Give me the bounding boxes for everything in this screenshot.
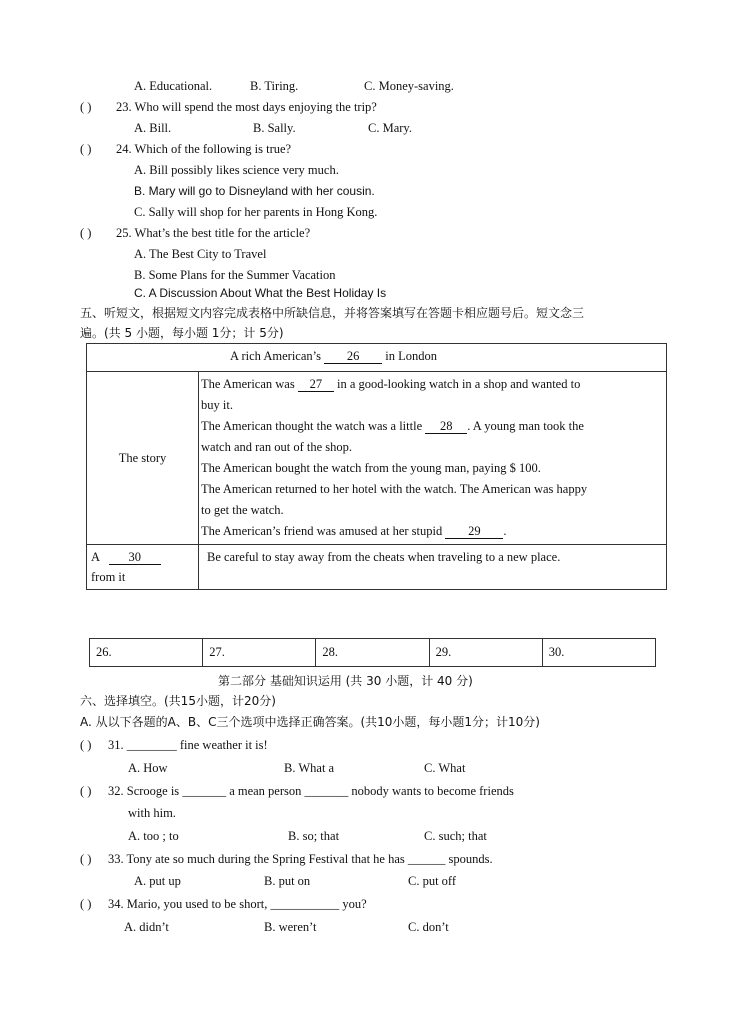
answer-cell-26[interactable]: 26. [90, 639, 203, 667]
q33-text: 33. Tony ate so much during the Spring Festival that he has [108, 852, 405, 866]
story-line-1 [201, 374, 662, 395]
q23-option-b: B. Sally. [253, 121, 296, 135]
q34-stem [108, 897, 367, 912]
q24-stem: 24. Which of the following is true? [116, 142, 292, 156]
q32-paren: ( ) [80, 784, 92, 798]
answer-cell-29[interactable]: 29. [429, 639, 542, 667]
story-line-5 [201, 521, 662, 542]
story-line-2-text: The American thought the watch was a little [201, 419, 423, 433]
story-line-2-cont: watch and ran out of the shop. [201, 440, 353, 454]
q25-option-a: A. The Best City to Travel [134, 247, 267, 261]
answer-table [89, 638, 656, 667]
q32-text-3: nobody wants to become friends [351, 784, 514, 798]
lesson-label-from: from it [91, 570, 126, 584]
q33-option-a: A. put up [134, 874, 181, 888]
q23-option-c: C. Mary. [368, 121, 412, 135]
q31-stem [108, 738, 268, 753]
story-line-3: The American bought the watch from the young man, paying $ 100. [201, 461, 541, 475]
answer-cell-30[interactable]: 30. [542, 639, 655, 667]
story-content-cell [199, 372, 667, 545]
story-line-1-cont: buy it. [201, 398, 233, 412]
q31-number: 31. [108, 738, 124, 752]
q34-blank: ___________ [270, 897, 340, 911]
q33-text-end: spounds. [448, 852, 493, 866]
q34-option-c: C. don’t [408, 920, 449, 934]
q34-text: 34. Mario, you used to be short, [108, 897, 268, 911]
q32-text-2: a mean person [229, 784, 302, 798]
q34-paren: ( ) [80, 897, 92, 911]
q24-option-b: B. Mary will go to Disneyland with her cousin. [134, 184, 375, 198]
q31-text: fine weather it is! [179, 738, 268, 752]
q32-option-b: B. so; that [288, 829, 340, 843]
blank-26: 26 [324, 350, 382, 364]
q25-option-b: B. Some Plans for the Summer Vacation [134, 268, 336, 282]
story-line-5-end: . [503, 524, 507, 538]
q32-blank-1: _______ [182, 784, 227, 798]
q24-option-c: C. Sally will shop for her parents in Hong Kong. [134, 205, 378, 219]
q33-blank: ______ [407, 852, 446, 866]
q33-option-c: C. put off [408, 874, 457, 888]
q23-stem: 23. Who will spend the most days enjoying the trip? [116, 100, 377, 114]
section5-instructions-line1: 五、听短文，根据短文内容完成表格中所缺信息，并将答案填写在答题卡相应题号后。短文念三 [80, 306, 585, 320]
story-label-cell [87, 372, 199, 545]
q32-stem [108, 784, 514, 799]
answer-cell-28[interactable]: 28. [316, 639, 429, 667]
q32-cont: with him. [128, 806, 176, 820]
q34-option-b: B. weren’t [264, 920, 317, 934]
q31-option-a: A. How [128, 761, 168, 775]
section-a-instructions: A. 从以下各题的A、B、C三个选项中选择正确答案。(共10小题，每小题1分；计10分) [80, 715, 540, 729]
story-label: The story [118, 450, 167, 465]
q31-paren: ( ) [80, 738, 92, 752]
table-header-text: A rich American’s [230, 349, 321, 363]
q32-option-a: A. too ; to [128, 829, 179, 843]
story-line-5-text: The American’s friend was amused at her stupid [201, 524, 443, 538]
section6-heading: 六、选择填空。(共15小题，计20分) [80, 694, 276, 708]
table-header [87, 344, 667, 372]
story-line-1-end: in a good-looking watch in a shop and wanted to [336, 377, 581, 391]
lesson-label-a: A [91, 550, 100, 564]
q22-option-c: C. Money-saving. [364, 79, 454, 93]
answer-cell-27[interactable]: 27. [203, 639, 316, 667]
story-line-4b: to get the watch. [201, 503, 284, 517]
q33-option-b: B. put on [264, 874, 311, 888]
story-table [86, 343, 667, 590]
story-line-2 [201, 416, 662, 437]
q32-text-1: 32. Scrooge is [108, 784, 180, 798]
q22-option-b: B. Tiring. [250, 79, 299, 93]
q31-option-b: B. What a [284, 761, 335, 775]
blank-28: 28 [425, 420, 467, 434]
q24-paren: ( ) [80, 142, 92, 156]
q24-option-a: A. Bill possibly likes science very much. [134, 163, 339, 177]
q31-option-c: C. What [424, 761, 466, 775]
blank-30: 30 [109, 551, 161, 565]
blank-27: 27 [298, 378, 334, 392]
lesson-label-cell [87, 545, 199, 590]
q23-paren: ( ) [80, 100, 92, 114]
q22-option-a: A. Educational. [134, 79, 213, 93]
q33-stem [108, 852, 493, 867]
part2-title: 第二部分 基础知识运用 (共 30 小题，计 40 分) [218, 674, 473, 688]
table-header-location: in London [385, 349, 437, 363]
q34-option-a: A. didn’t [124, 920, 169, 934]
section5-instructions-line2: 遍。(共 5 小题，每小题 1分；计 5分) [80, 326, 284, 340]
q32-option-c: C. such; that [424, 829, 487, 843]
q31-blank: ________ [126, 738, 177, 752]
q25-paren: ( ) [80, 226, 92, 240]
q25-option-c: C. A Discussion About What the Best Holiday Is [134, 286, 387, 300]
story-line-4a: The American returned to her hotel with the watch. The American was happy [201, 482, 588, 496]
q33-paren: ( ) [80, 852, 92, 866]
lesson-cell [199, 545, 667, 590]
q32-blank-2: _______ [304, 784, 349, 798]
q23-option-a: A. Bill. [134, 121, 172, 135]
q34-text-end: you? [342, 897, 367, 911]
blank-29: 29 [445, 525, 503, 539]
story-line-1-text: The American was [201, 377, 295, 391]
story-line-2-end: . A young man took the [467, 419, 584, 433]
lesson-text: Be careful to stay away from the cheats when traveling to a new place. [207, 550, 561, 564]
q25-stem: 25. What’s the best title for the article? [116, 226, 311, 240]
